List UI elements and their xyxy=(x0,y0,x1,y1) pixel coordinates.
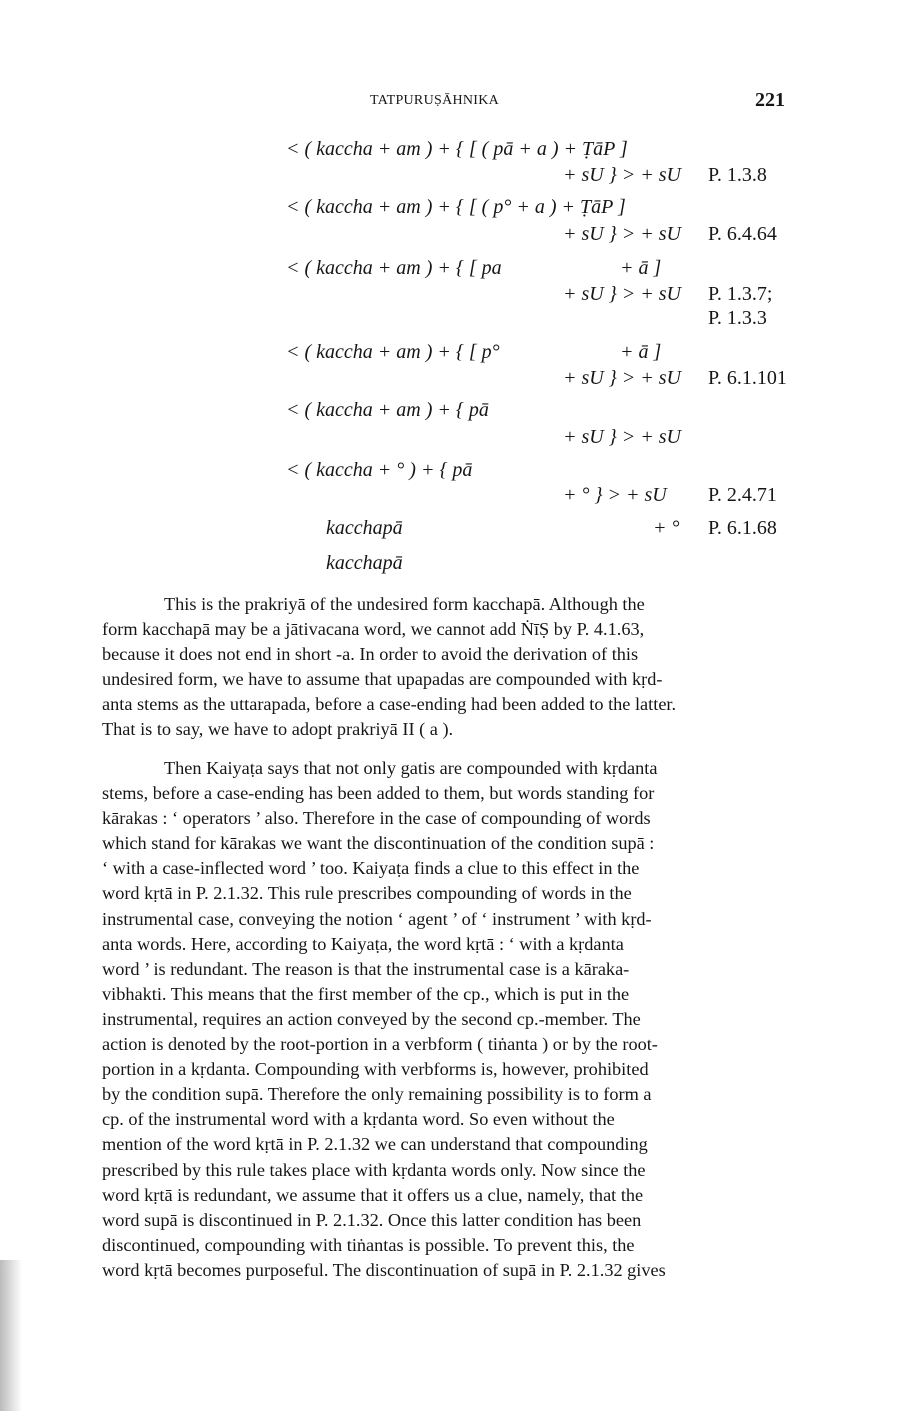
text-line: word kṛtā is redundant, we assume that it offers us a clue, namely, that the xyxy=(102,1184,644,1205)
derivation-line: kacchapā xyxy=(326,552,403,574)
derivation-line: < ( kaccha + am ) + { [ ( pā + a ) + ṬāP ] xyxy=(286,138,628,160)
text-line: Then Kaiyaṭa says that not only gatis are compounded with kṛdanta xyxy=(164,758,658,778)
derivation-line: + sU } > + sU xyxy=(563,283,681,305)
text-line: word supā is discontinued in P. 2.1.32. Once this latter condition has been xyxy=(102,1209,642,1230)
paragraph xyxy=(102,756,802,1283)
text-line: mention of the word kṛtā in P. 2.1.32 we can understand that compounding xyxy=(102,1134,648,1155)
text-line: because it does not end in short -a. In order to avoid the derivation of this xyxy=(102,644,639,665)
rule-reference: P. 2.4.71 xyxy=(708,484,777,506)
derivation-line: < ( kaccha + am ) + { pā xyxy=(286,399,489,421)
text-line: kārakas : ‘ operators ’ also. Therefore in the case of compounding of words xyxy=(102,808,651,829)
text-line: word ’ is redundant. The reason is that the instrumental case is a kāraka- xyxy=(102,958,630,979)
text-line: undesired form, we have to assume that upapadas are compounded with kṛd- xyxy=(102,669,663,690)
text-line: vibhakti. This means that the first member of the cp., which is put in the xyxy=(102,983,630,1004)
derivation-line: + sU } > + sU xyxy=(563,164,681,186)
derivation-line: + sU } > + sU xyxy=(563,367,681,389)
derivation-line-tail: + ā ] xyxy=(620,257,662,279)
rule-reference: P. 1.3.7; xyxy=(708,283,773,305)
rule-reference: P. 1.3.8 xyxy=(708,164,767,186)
derivation-line: + sU } > + sU xyxy=(563,223,681,245)
text-line: discontinued, compounding with tiṅantas is possible. To prevent this, the xyxy=(102,1234,635,1255)
derivation-line: < ( kaccha + ° ) + { pā xyxy=(286,459,473,481)
text-line: word kṛtā in P. 2.1.32. This rule prescribes compounding of words in the xyxy=(102,883,632,904)
text-line: instrumental, requires an action conveyed by the second cp.-member. The xyxy=(102,1008,641,1029)
derivation-line-tail: + ā ] xyxy=(620,341,662,363)
derivation-line: + sU } > + sU xyxy=(563,426,681,448)
text-line: This is the prakriyā of the undesired form kacchapā. Although the xyxy=(164,594,645,614)
text-line: portion in a kṛdanta. Compounding with verbforms is, however, prohibited xyxy=(102,1059,649,1080)
rule-reference: P. 6.1.101 xyxy=(708,367,787,389)
text-line: prescribed by this rule takes place with kṛdanta words only. Now since the xyxy=(102,1159,646,1180)
text-line: word kṛtā becomes purposeful. The discontinuation of supā in P. 2.1.32 gives xyxy=(102,1259,666,1280)
scan-edge-shadow xyxy=(0,1260,22,1411)
text-line: form kacchapā may be a jātivacana word, we cannot add ṄīṢ by P. 4.1.63, xyxy=(102,619,645,640)
text-line: instrumental case, conveying the notion ‘ agent ’ of ‘ instrument ’ with kṛd- xyxy=(102,908,652,929)
derivation-line-tail: + ° xyxy=(653,517,680,539)
text-line: stems, before a case-ending has been added to them, but words standing for xyxy=(102,783,655,804)
text-line: by the condition supā. Therefore the only remaining possibility is to form a xyxy=(102,1084,652,1105)
derivation-line: < ( kaccha + am ) + { [ pa xyxy=(286,257,502,279)
derivation-line: < ( kaccha + am ) + { [ ( p° + a ) + ṬāP ] xyxy=(286,196,626,218)
running-title: TATPURUṢĀHNIKA xyxy=(370,93,500,108)
derivation-line: kacchapā xyxy=(326,517,403,539)
text-line: anta words. Here, according to Kaiyaṭa, the word kṛtā : ‘ with a kṛdanta xyxy=(102,933,624,954)
text-line: which stand for kārakas we want the discontinuation of the condition supā : xyxy=(102,833,655,854)
derivation-line: < ( kaccha + am ) + { [ p° xyxy=(286,341,500,363)
text-line: ‘ with a case-inflected word ’ too. Kaiyaṭa finds a clue to this effect in the xyxy=(102,858,640,879)
paragraph xyxy=(102,592,802,743)
page-number: 221 xyxy=(755,89,785,111)
text-line: cp. of the instrumental word with a kṛdanta word. So even without the xyxy=(102,1109,615,1130)
text-line: That is to say, we have to adopt prakriyā II ( a ). xyxy=(102,719,454,740)
text-line: action is denoted by the root-portion in a verbform ( tiṅanta ) or by the root- xyxy=(102,1034,658,1055)
rule-reference: P. 6.1.68 xyxy=(708,517,777,539)
rule-reference: P. 6.4.64 xyxy=(708,223,777,245)
derivation-line: + ° } > + sU xyxy=(563,484,667,506)
text-line: anta stems as the uttarapada, before a case-ending had been added to the latter. xyxy=(102,694,677,715)
rule-reference: P. 1.3.3 xyxy=(708,307,767,329)
